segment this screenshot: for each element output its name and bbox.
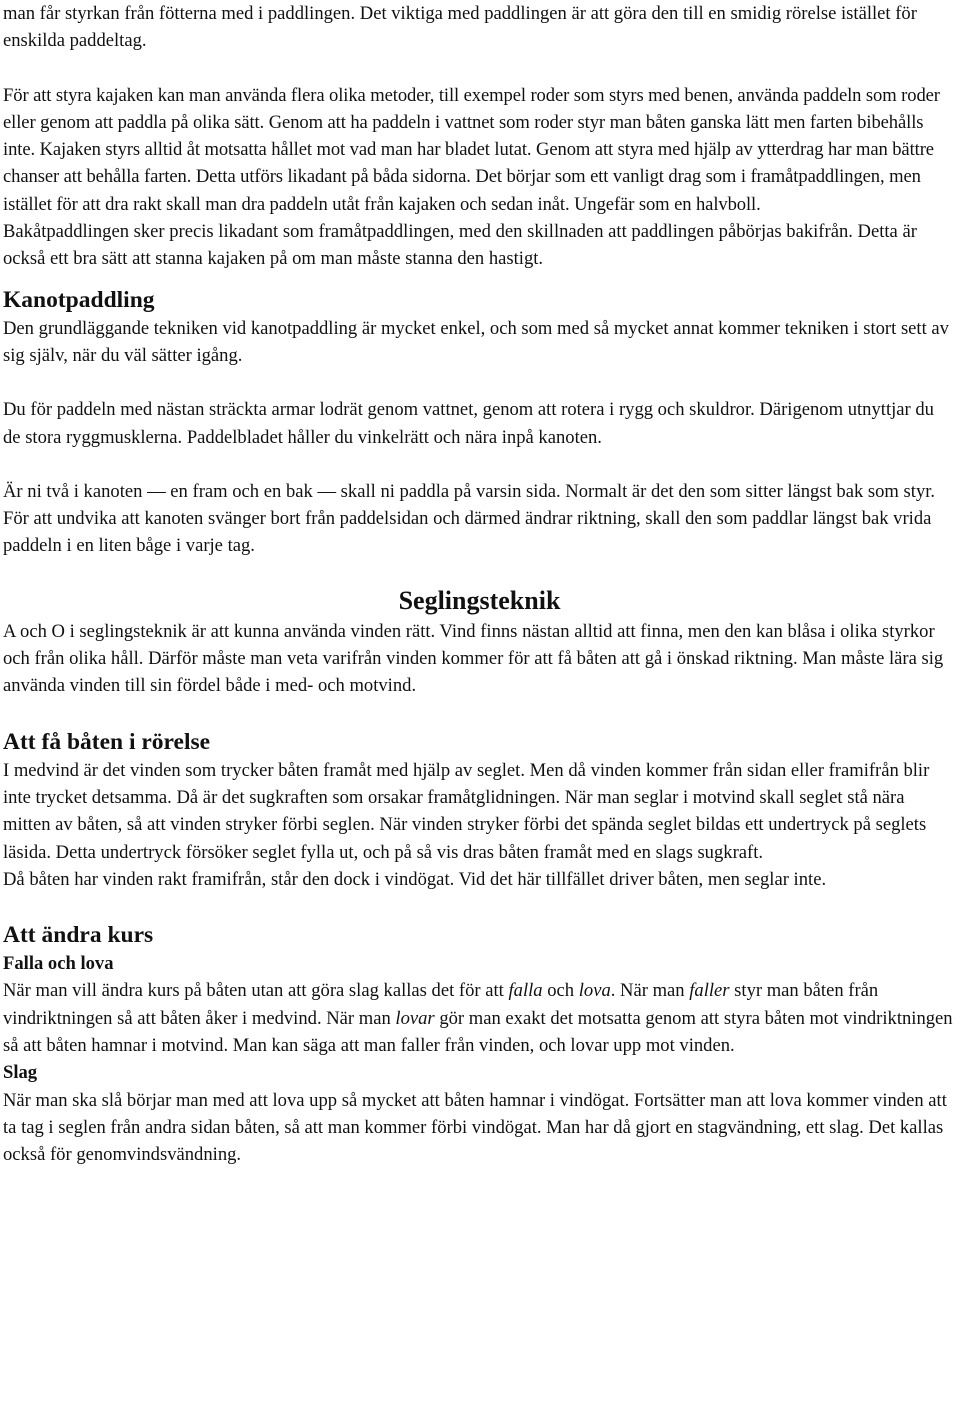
heading-kanotpaddling: Kanotpaddling (3, 286, 155, 313)
segling-paragraph-1: A och O i seglingsteknik är att kunna använda vinden rätt. Vind finns nästan alltid att finna, men den kan blåsa i olika styrkor och från olika håll. Därför måste man veta varifrån vinden kommer för att få båten att gå i önskad riktning. Man måste lära sig använda vinden till sin fördel både i med- och motvind. (3, 620, 944, 697)
kanot-paragraph-3: Är ni två i kanoten — en fram och en bak — skall ni paddla på varsin sida. Normalt är det den som sitter längst bak som styr. (3, 480, 936, 502)
term-falla: falla (508, 980, 543, 1002)
backward-paddling-paragraph: Bakåtpaddlingen sker precis likadant som framåtpaddlingen, med den skillnaden att paddlingen påbörjas bakifrån. Detta är också ett bra sätt att stanna kajaken på om man måste stanna den hastigt. (3, 221, 917, 270)
rorelse-paragraph-1: I medvind är det vinden som trycker båten framåt med hjälp av seglet. Men då vinden kommer från sidan eller framifrån blir inte trycket detsamma. Då är det sugkraften som orsakar framåtglidningen. När man seglar i motvind skall seglet stå nära mitten av båten, så att vinden stryker förbi seglen. När vinden stryker förbi det spända seglet bildas ett undertryck på seglets läsida. Detta undertryck försöker seglet fylla ut, och på så vis dras båten framåt med en slags sugkraft. (3, 759, 930, 863)
subheading-slag: Slag (3, 1062, 38, 1084)
text-run: och (542, 980, 579, 1002)
heading-seglingsteknik: Seglingsteknik (398, 585, 561, 615)
term-lova: lova (578, 980, 611, 1002)
kanot-paragraph-4: För att undvika att kanoten svänger bort från paddelsidan och därmed ändrar riktning, skall den som paddlar längst bak vrida paddeln i en liten båge i varje tag. (3, 508, 932, 557)
heading-att-andra-kurs: Att ändra kurs (3, 922, 154, 949)
heading-att-fa-baten-i-rorelse: Att få båten i rörelse (3, 728, 211, 755)
term-lovar: lovar (395, 1007, 435, 1029)
text-run: . När man (610, 980, 690, 1002)
term-faller: faller (689, 980, 730, 1002)
kurs-paragraph-1 (3, 977, 956, 1059)
text-run: gör man exakt det motsatta genom att styra båten mot vindriktningen så att båten hamnar i motvind. Man kan säga att man faller från vinden, och lovar upp mot vinden. (3, 1007, 953, 1057)
rorelse-paragraph-2: Då båten har vinden rakt framifrån, står den dock i vindögat. Vid det här tillfället driver båten, men seglar inte. (3, 868, 827, 890)
text-run: När man vill ändra kurs på båten utan att göra slag kallas det för att (3, 980, 509, 1002)
kurs-paragraph-2: När man ska slå börjar man med att lova upp så mycket att båten hamnar i vindögat. Fortsätter man att lova kommer vinden att ta tag i seglen från andra sidan båten, så att man kommer förbi vindögat. Man har då gjort en stagvändning, ett slag. Det kallas också för genomvindsvändning. (3, 1089, 947, 1166)
steering-paragraph: För att styra kajaken kan man använda flera olika metoder, till exempel roder som styrs med benen, använda paddeln som roder eller genom att paddla på olika sätt. Genom att ha paddeln i vattnet som roder styr man båten ganska lätt men farten bibehålls inte. Kajaken styrs alltid åt motsatta hållet mot vad man har bladet lutat. Genom att styra med hjälp av ytterdrag har man bättre chanser att behålla farten. Detta utförs likadant på båda sidorna. Det börjar som ett vanligt drag som i framåtpaddlingen, men istället för att dra rakt skall man dra paddeln utåt från kajaken och sedan inåt. Ungefär som en halvboll. (3, 84, 940, 215)
kanot-paragraph-2: Du för paddeln med nästan sträckta armar lodrät genom vattnet, genom att rotera i rygg och skuldror. Därigenom utnyttjar du de stora ryggmusklerna. Paddelbladet håller du vinkelrätt och nära inpå kanoten. (3, 399, 934, 448)
intro-paragraph-1: man får styrkan från fötterna med i paddlingen. Det viktiga med paddlingen är att göra den till en smidig rörelse istället för enskilda paddeltag. (3, 3, 917, 52)
text-run: styr man båten från vindriktningen så att båten åker i medvind. När man (3, 980, 879, 1029)
kanot-paragraph-1: Den grundläggande tekniken vid kanotpaddling är mycket enkel, och som med så mycket annat kommer tekniken i stort sett av sig själv, när du väl sätter igång. (3, 317, 949, 366)
subheading-falla-och-lova: Falla och lova (3, 953, 114, 975)
